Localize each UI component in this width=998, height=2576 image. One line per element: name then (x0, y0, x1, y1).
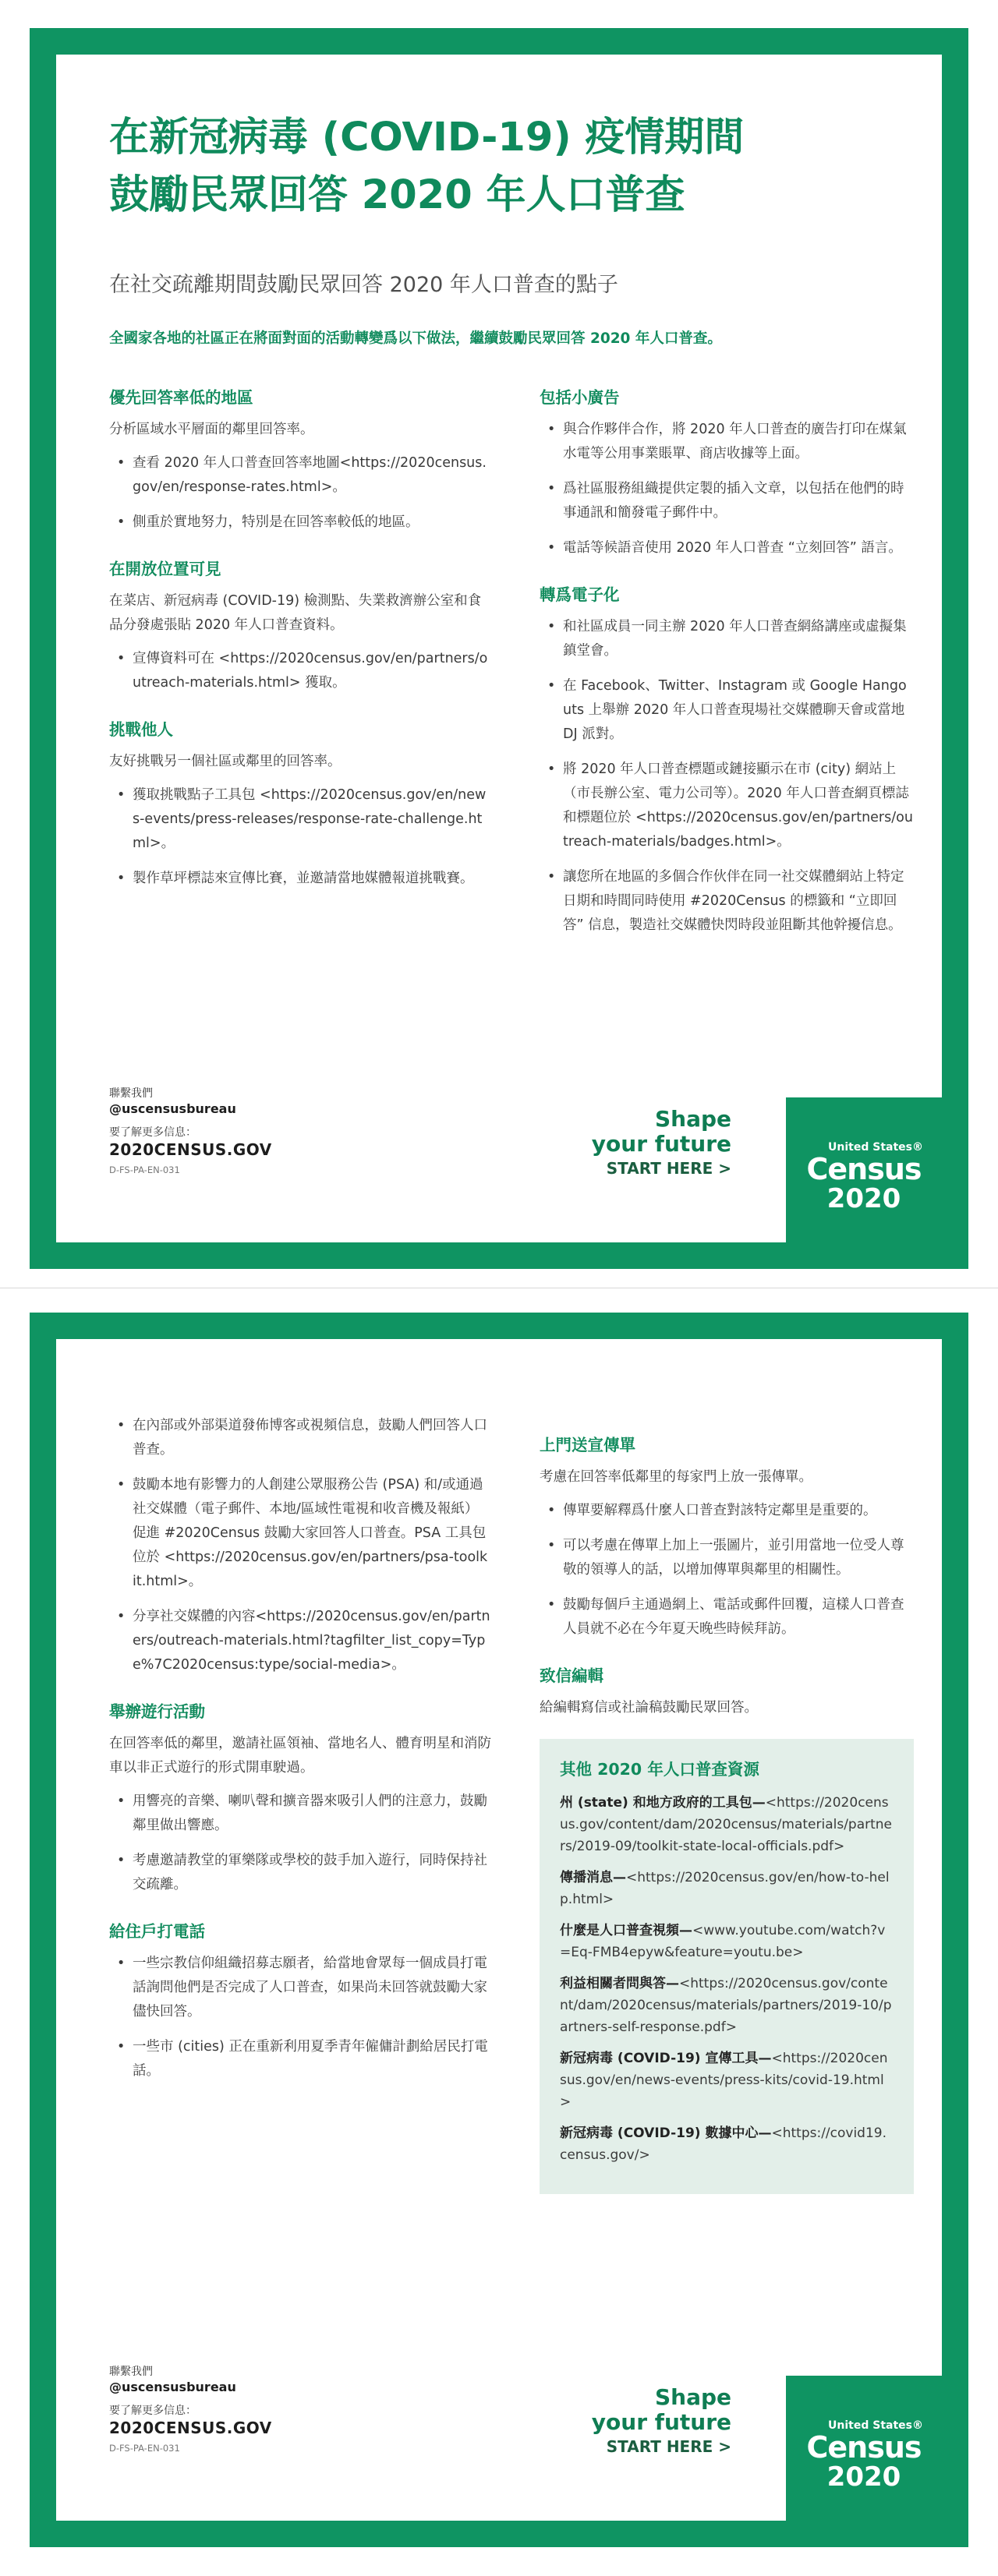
page-subtitle: 在社交疏離期間鼓勵民眾回答 2020 年人口普查的點子 (109, 273, 618, 297)
bullet-item: • 查看 2020 年人口普查回答率地圖<https://2020census.gov/en/response-rates.html>。 (109, 451, 491, 500)
bullet-item: • 宣傳資料可在 <https://2020census.gov/en/partners/outreach-materials.html> 獲取。 (109, 647, 491, 695)
section-heading: 舉辦遊行活動 (109, 1702, 205, 1721)
more-info-label: 要了解更多信息： (109, 2405, 196, 2417)
section-heading: 致信編輯 (540, 1666, 603, 1685)
bullet-item: • 傳單要解釋爲什麼人口普查對該特定鄰里是重要的。 (540, 1499, 914, 1523)
resource-link[interactable]: <https://2020census.gov/en/how-to-help.html> (560, 1870, 890, 1907)
resource-label: 新冠病毒 (COVID-19) 宣傳工具— (560, 2051, 772, 2066)
website-link[interactable]: 2020CENSUS.GOV (109, 2419, 272, 2437)
logo-census: Census (806, 1152, 922, 1186)
title-line-1: 在新冠病毒 (COVID-19) 疫情期間 (109, 115, 745, 161)
logo-united-states: United States® (828, 2419, 923, 2432)
resource-link[interactable]: <https://2020census.gov/content/dam/2020census/materials/partners/2019-09/toolkit-state-local-officials.pdf> (560, 1795, 893, 1854)
flyer-page-2 (30, 1313, 968, 2547)
resource-label: 新冠病毒 (COVID-19) 數據中心— (560, 2125, 772, 2141)
resource-item (560, 2122, 894, 2166)
bullet-list (109, 1952, 491, 2083)
bullet-item: • 鼓勵每個戶主通過網上、電話或郵件回覆，這樣人口普查人員就不必在今年夏天晚些時候拜訪。 (540, 1593, 914, 1641)
bullet-list (540, 418, 914, 560)
section-heading: 上門送宣傳單 (540, 1436, 635, 1454)
section-paragraph: 在回答率低的鄰里，邀請社區領袖、當地名人、體育明星和消防車以非正式遊行的形式開車駛過。 (109, 1736, 491, 1776)
right-column (540, 366, 914, 949)
resource-item (560, 2048, 894, 2113)
tagline-line-1: Shape (654, 2384, 731, 2410)
bullet-item: • 分享社交媒體的內容<https://2020census.gov/en/partners/outreach-materials.html?tagfilter_list_copy=Type%7C2020census:type/social-media>。 (109, 1605, 491, 1677)
tagline-line-2: your future (591, 1131, 731, 1157)
bullet-list (109, 1790, 491, 1897)
section-heading: 優先回答率低的地區 (109, 388, 253, 407)
social-handle: @uscensusbureau (109, 1101, 236, 1116)
bullet-item: • 一些市 (cities) 正在重新利用夏季青年僱傭計劃給居民打電話。 (109, 2035, 491, 2083)
tagline-line-3: START HERE > (606, 2437, 731, 2456)
document-code: D-FS-PA-EN-031 (109, 2443, 180, 2454)
bullet-item: • 鼓勵本地有影響力的人創建公眾服務公告 (PSA) 和/或通過社交媒體（電子郵件、本地/區域性電視和收音機及報紙）促進 #2020Census 鼓勵大家回答人口普查。PSA 工具包位於 <https://2020census.gov/en/partners/psa-toolkit.html>。 (109, 1473, 491, 1594)
bullet-item: • 爲社區服務組織提供定製的插入文章，以包括在他們的時事通訊和簡發電子郵件中。 (540, 477, 914, 525)
shape-your-future-tagline (575, 1107, 731, 1180)
bullet-item: • 與合作夥伴合作，將 2020 年人口普查的廣告打印在煤氣水電等公用事業賬單、商店收據等上面。 (540, 418, 914, 466)
logo-year: 2020 (826, 1183, 901, 1214)
section-paragraph: 在菜店、新冠病毒 (COVID-19) 檢測點、失業救濟辦公室和食品分發處張貼 2020 年人口普查資料。 (109, 593, 482, 633)
page-title (109, 109, 904, 224)
footer-contact (109, 2365, 421, 2455)
bullet-item: • 一些宗教信仰組織招募志願者，給當地會眾每一個成員打電話詢問他們是否完成了人口普查，如果尚未回答就鼓勵大家儘快回答。 (109, 1952, 491, 2024)
title-line-2: 鼓勵民眾回答 2020 年人口普查 (109, 172, 685, 218)
bullet-list (540, 1499, 914, 1641)
footer-contact (109, 1087, 421, 1177)
section-paragraph: 分析區域水平層面的鄰里回答率。 (109, 422, 314, 437)
bullet-item: • 用響亮的音樂、喇叭聲和擴音器來吸引人們的注意力，鼓勵鄰里做出響應。 (109, 1790, 491, 1838)
resource-link[interactable]: <https://2020census.gov/en/news-events/press-kits/covid-19.html> (560, 2051, 888, 2110)
contact-label: 聯繫我們 (109, 1087, 153, 1100)
section-paragraph: 考慮在回答率低鄰里的每家門上放一張傳單。 (540, 1469, 812, 1485)
bullet-item: • 電話等候語音使用 2020 年人口普查 “立刻回答” 語言。 (540, 536, 914, 560)
flyer-page-1 (30, 28, 968, 1269)
bullet-item: • 讓您所在地區的多個合作伙伴在同一社交媒體網站上特定日期和時間同時使用 #2020Census 的標籤和 “立即回答” 信息，製造社交媒體快閃時段並阻斷其他幹擾信息。 (540, 865, 914, 938)
resources-box (540, 1739, 914, 2194)
right-column (540, 1414, 914, 2194)
document-code: D-FS-PA-EN-031 (109, 1164, 180, 1175)
social-handle: @uscensusbureau (109, 2380, 236, 2394)
resource-label: 州 (state) 和地方政府的工具包— (560, 1795, 766, 1811)
census-2020-logo (786, 1097, 942, 1242)
section-heading: 在開放位置可見 (109, 560, 221, 578)
section-heading: 轉爲電子化 (540, 585, 620, 604)
resource-label: 什麼是人口普查視頻— (560, 1923, 692, 1938)
website-link[interactable]: 2020CENSUS.GOV (109, 1140, 272, 1159)
resource-link[interactable]: <https://covid19.census.gov/> (560, 2125, 887, 2163)
resource-link[interactable]: <www.youtube.com/watch?v=Eq-FMB4epyw&feature=youtu.be> (560, 1923, 886, 1960)
logo-united-states: United States® (828, 1141, 923, 1154)
resource-item (560, 1867, 894, 1910)
bullet-item: • 側重於實地努力，特別是在回答率較低的地區。 (109, 511, 491, 535)
bullet-item: • 在 Facebook、Twitter、Instagram 或 Google Hangouts 上舉辦 2020 年人口普查現場社交媒體聊天會或當地 DJ 派對。 (540, 674, 914, 747)
bullet-item: • 在內部或外部渠道發佈博客或視頻信息，鼓勵人們回答人口普查。 (109, 1414, 491, 1462)
more-info-label: 要了解更多信息： (109, 1126, 196, 1139)
tagline-line-1: Shape (654, 1106, 731, 1132)
census-2020-logo (786, 2376, 942, 2521)
left-column (109, 366, 491, 902)
bullet-item: • 將 2020 年人口普查標題或鏈接顯示在市 (city) 網站上（市長辦公室、電力公司等）。2020 年人口普查網頁標誌和標題位於 <https://2020census.gov/en/partners/outreach-materials/badges.html>。 (540, 758, 914, 854)
section-heading: 挑戰他人 (109, 720, 173, 739)
bullet-list (109, 451, 491, 535)
bullet-item: • 可以考慮在傳單上加上一張圖片，並引用當地一位受人尊敬的領導人的話，以增加傳單與鄰里的相關性。 (540, 1534, 914, 1582)
bullet-list (109, 783, 491, 891)
resource-item (560, 1973, 894, 2038)
resource-item (560, 1792, 894, 1857)
bullet-item: • 考慮邀請教堂的軍樂隊或學校的鼓手加入遊行，同時保持社交疏離。 (109, 1849, 491, 1897)
intro-text: 全國家各地的社區正在將面對面的活動轉變爲以下做法，繼續鼓勵民眾回答 2020 年人口普查。 (109, 330, 722, 347)
section-heading: 給住戶打電話 (109, 1922, 205, 1941)
bullet-item: • 製作草坪標誌來宣傳比賽，並邀請當地媒體報道挑戰賽。 (109, 867, 491, 891)
resource-label: 利益相關者問與答— (560, 1976, 679, 1991)
contact-label: 聯繫我們 (109, 2366, 153, 2378)
logo-year: 2020 (826, 2461, 901, 2493)
bullet-item: • 和社區成員一同主辦 2020 年人口普查網絡講座或虛擬集鎮堂會。 (540, 615, 914, 663)
tagline-line-2: your future (591, 2409, 731, 2435)
resource-link[interactable]: <https://2020census.gov/content/dam/2020census/materials/partners/2019-10/partners-self-response.pdf> (560, 1976, 892, 2035)
shape-your-future-tagline (575, 2385, 731, 2458)
bullet-list (109, 1414, 491, 1677)
resource-label: 傳播消息— (560, 1870, 626, 1885)
section-heading: 包括小廣告 (540, 388, 620, 407)
logo-census: Census (806, 2430, 922, 2465)
section-paragraph: 友好挑戰另一個社區或鄰里的回答率。 (109, 754, 342, 769)
section-paragraph: 給編輯寫信或社論稿鼓勵民眾回答。 (540, 1700, 758, 1716)
resource-item (560, 1920, 894, 1963)
left-column (109, 1414, 491, 2094)
bullet-item: • 獲取挑戰點子工具包 <https://2020census.gov/en/news-events/press-releases/response-rate-challenge.html>。 (109, 783, 491, 856)
tagline-line-3: START HERE > (606, 1159, 731, 1178)
resources-heading: 其他 2020 年人口普查資源 (560, 1760, 759, 1779)
bullet-list (540, 615, 914, 938)
bullet-list (109, 647, 491, 695)
